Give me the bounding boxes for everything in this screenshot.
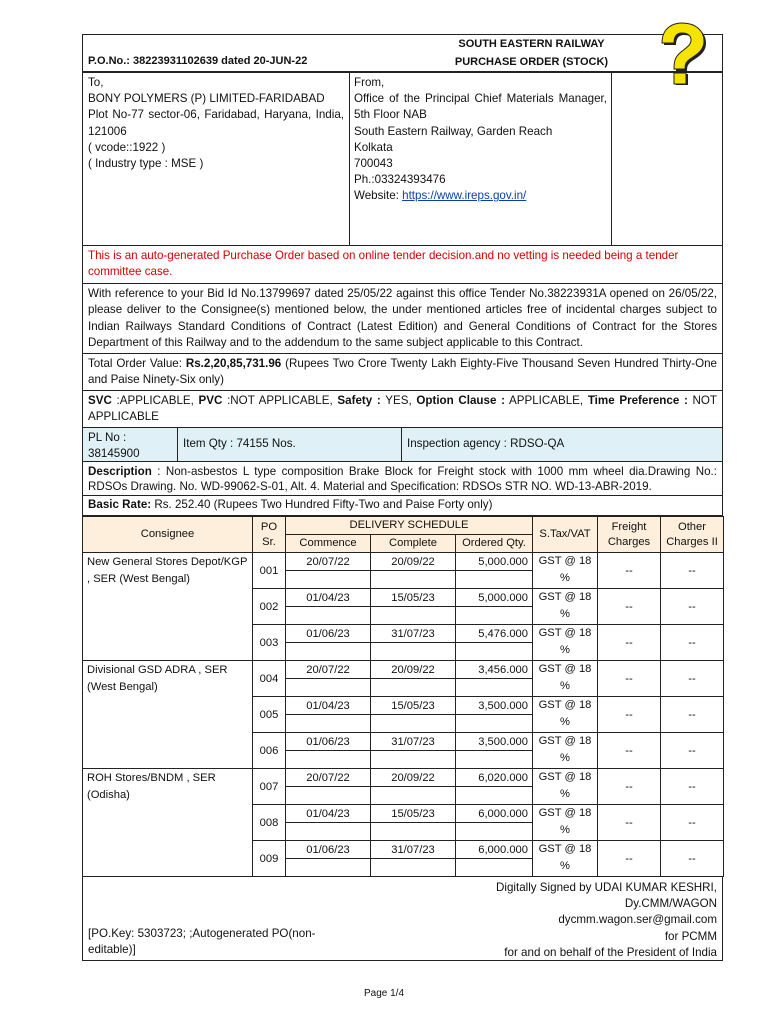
header-ordered-qty: Ordered Qty. xyxy=(456,535,533,553)
table-row xyxy=(83,769,724,787)
delivery-schedule-table xyxy=(82,516,724,877)
header-complete: Complete xyxy=(371,535,456,553)
ordered-qty: 5,000.000 xyxy=(456,553,533,571)
safety-label: Safety : xyxy=(337,394,381,407)
supplier-address: Plot No-77 sector-06, Faridabad, Haryana, India, 121006 xyxy=(88,108,344,138)
ordered-qty: 5,000.000 xyxy=(456,589,533,607)
pl-label: PL No : xyxy=(88,431,127,444)
total-order-value xyxy=(82,354,723,391)
tax-rate: GST @ 18 % xyxy=(533,589,598,625)
tax-rate: GST @ 18 % xyxy=(533,697,598,733)
question-mark-icon xyxy=(650,21,712,89)
freight-charges: -- xyxy=(598,805,661,841)
svc-label: SVC xyxy=(88,394,112,407)
freight-charges: -- xyxy=(598,841,661,877)
po-title-cell xyxy=(341,35,722,71)
commence-date: 01/06/23 xyxy=(286,841,371,859)
ordered-qty: 5,476.000 xyxy=(456,625,533,643)
supplier-industry-type: ( Industry type : MSE ) xyxy=(88,157,204,171)
office-address: South Eastern Railway, Garden Reach xyxy=(354,124,553,138)
total-amount: Rs.2,20,85,731.96 xyxy=(185,357,282,370)
header-consignee: Consignee xyxy=(83,517,253,553)
empty-cell xyxy=(286,823,371,841)
clauses xyxy=(82,391,723,428)
supplier-vcode: ( vcode::1922 ) xyxy=(88,140,166,154)
po-sr: 004 xyxy=(253,661,286,697)
consignee-name: ROH Stores/BNDM , SER (Odisha) xyxy=(83,769,253,877)
basic-rate-label: Basic Rate: xyxy=(88,498,152,511)
time-preference-label: Time Preference : xyxy=(587,394,688,407)
po-sr: 006 xyxy=(253,733,286,769)
empty-cell xyxy=(456,823,533,841)
po-type: PURCHASE ORDER (STOCK) xyxy=(454,56,609,68)
pl-number: 38145900 xyxy=(88,447,140,460)
supplier-name: BONY POLYMERS (P) LIMITED-FARIDABAD xyxy=(88,92,325,106)
empty-cell xyxy=(371,679,456,697)
freight-charges: -- xyxy=(598,769,661,805)
empty-cell xyxy=(456,787,533,805)
other-charges: -- xyxy=(661,553,724,589)
freight-charges: -- xyxy=(598,661,661,697)
commence-date: 01/04/23 xyxy=(286,697,371,715)
complete-date: 31/07/23 xyxy=(371,625,456,643)
item-description xyxy=(82,462,723,496)
other-charges: -- xyxy=(661,841,724,877)
consignee-name: New General Stores Depot/KGP , SER (West Bengal) xyxy=(83,553,253,661)
item-qty: Item Qty : 74155 Nos. xyxy=(178,428,402,461)
commence-date: 20/07/22 xyxy=(286,661,371,679)
complete-date: 15/05/23 xyxy=(371,589,456,607)
other-charges: -- xyxy=(661,697,724,733)
pl-no-cell xyxy=(83,428,178,461)
empty-cell xyxy=(456,859,533,877)
address-spacer xyxy=(612,73,722,245)
commence-date: 01/04/23 xyxy=(286,589,371,607)
po-number: P.O.No.: 38223931102639 dated 20-JUN-22 xyxy=(88,55,308,67)
tax-rate: GST @ 18 % xyxy=(533,733,598,769)
signature-block xyxy=(82,877,723,961)
pl-row xyxy=(82,428,723,462)
header-freight: Freight Charges xyxy=(598,517,661,553)
option-clause-label: Option Clause : xyxy=(416,394,505,407)
po-sr: 002 xyxy=(253,589,286,625)
complete-date: 31/07/23 xyxy=(371,733,456,751)
from-address xyxy=(350,73,612,245)
consignee-name: Divisional GSD ADRA , SER (West Bengal) xyxy=(83,661,253,769)
to-address xyxy=(83,73,350,245)
svc-value: :APPLICABLE, xyxy=(111,394,199,407)
empty-cell xyxy=(456,643,533,661)
empty-cell xyxy=(286,679,371,697)
tax-rate: GST @ 18 % xyxy=(533,553,598,589)
complete-date: 20/09/22 xyxy=(371,553,456,571)
freight-charges: -- xyxy=(598,733,661,769)
ordered-qty: 6,000.000 xyxy=(456,805,533,823)
po-sr: 007 xyxy=(253,769,286,805)
basic-rate xyxy=(82,496,723,516)
header-delivery-schedule: DELIVERY SCHEDULE xyxy=(286,517,533,535)
empty-cell xyxy=(286,571,371,589)
signed-by: Digitally Signed by UDAI KUMAR KESHRI, xyxy=(496,881,717,894)
po-sr: 001 xyxy=(253,553,286,589)
other-charges: -- xyxy=(661,661,724,697)
inspection-agency: Inspection agency : RDSO-QA xyxy=(407,437,565,450)
ordered-qty: 3,500.000 xyxy=(456,733,533,751)
auto-generated-notice: This is an auto-generated Purchase Order based on online tender decision.and no vetting is needed being a tender committee case. xyxy=(82,246,723,284)
office-pin: 700043 xyxy=(354,157,393,171)
po-sr: 003 xyxy=(253,625,286,661)
empty-cell xyxy=(456,571,533,589)
complete-date: 20/09/22 xyxy=(371,769,456,787)
freight-charges: -- xyxy=(598,589,661,625)
empty-cell xyxy=(456,679,533,697)
other-charges: -- xyxy=(661,805,724,841)
table-row xyxy=(83,553,724,571)
pvc-label: PVC xyxy=(198,394,223,407)
commence-date: 01/06/23 xyxy=(286,625,371,643)
from-heading: From, xyxy=(354,76,385,89)
commence-date: 20/07/22 xyxy=(286,769,371,787)
empty-cell xyxy=(371,859,456,877)
empty-cell xyxy=(371,715,456,733)
complete-date: 31/07/23 xyxy=(371,841,456,859)
other-charges: -- xyxy=(661,589,724,625)
tax-rate: GST @ 18 % xyxy=(533,661,598,697)
office-phone: Ph.:03324393476 xyxy=(354,173,446,187)
complete-date: 15/05/23 xyxy=(371,805,456,823)
basic-rate-text: Rs. 252.40 (Rupees Two Hundred Fifty-Two and Paise Forty only) xyxy=(151,498,493,511)
other-charges: -- xyxy=(661,733,724,769)
empty-cell xyxy=(456,751,533,769)
signatory-email: dycmm.wagon.ser@gmail.com xyxy=(558,913,717,927)
complete-date: 15/05/23 xyxy=(371,697,456,715)
signatory-designation: Dy.CMM/WAGON xyxy=(624,897,717,911)
po-number-cell xyxy=(83,35,341,71)
empty-cell xyxy=(456,607,533,625)
header-commence: Commence xyxy=(286,535,371,553)
option-clause-value: APPLICABLE, xyxy=(504,394,588,407)
ordered-qty: 3,456.000 xyxy=(456,661,533,679)
railway-name: SOUTH EASTERN RAILWAY xyxy=(458,38,605,50)
address-block xyxy=(82,72,723,246)
po-key: [PO.Key: 5303723; ;Autogenerated PO(non-editable)] xyxy=(88,927,316,956)
other-charges: -- xyxy=(661,625,724,661)
tax-rate: GST @ 18 % xyxy=(533,625,598,661)
tax-rate: GST @ 18 % xyxy=(533,841,598,877)
ordered-qty: 3,500.000 xyxy=(456,697,533,715)
signatory-for: for PCMM xyxy=(664,929,717,943)
office-website xyxy=(354,188,607,204)
table-row xyxy=(83,661,724,679)
po-sr: 008 xyxy=(253,805,286,841)
office-city: Kolkata xyxy=(354,140,393,154)
office-name: Office of the Principal Chief Materials Manager, 5th Floor NAB xyxy=(354,92,607,122)
ordered-qty: 6,000.000 xyxy=(456,841,533,859)
empty-cell xyxy=(286,643,371,661)
empty-cell xyxy=(371,571,456,589)
empty-cell xyxy=(371,607,456,625)
complete-date: 20/09/22 xyxy=(371,661,456,679)
commence-date: 01/04/23 xyxy=(286,805,371,823)
ordered-qty: 6,020.000 xyxy=(456,769,533,787)
po-header xyxy=(82,34,723,72)
safety-value: YES, xyxy=(380,394,417,407)
tax-rate: GST @ 18 % xyxy=(533,805,598,841)
empty-cell xyxy=(456,715,533,733)
empty-cell xyxy=(286,715,371,733)
commence-date: 20/07/22 xyxy=(286,553,371,571)
tax-rate: GST @ 18 % xyxy=(533,769,598,805)
website-label: Website: xyxy=(354,189,403,203)
reference-paragraph: With reference to your Bid Id No.13799697 dated 25/05/22 against this office Tender No.38223931A opened on 26/05/22, please deliver to the Consignee(s) mentioned below, the under mentioned articles free of incidental charges subject to Indian Railways Standard Conditions of Contract (Latest Edition) and General Conditions of Contract for the Stores Department of this Railway and to the addendum to the same subject applicable to this Contract. xyxy=(82,284,723,354)
empty-cell xyxy=(286,859,371,877)
po-sr: 009 xyxy=(253,841,286,877)
signatory xyxy=(353,877,722,960)
empty-cell xyxy=(371,643,456,661)
to-heading: To, xyxy=(88,76,104,89)
freight-charges: -- xyxy=(598,553,661,589)
empty-cell xyxy=(371,787,456,805)
time-preference-value: NOT APPLICABLE xyxy=(88,394,718,424)
header-tax: S.Tax/VAT xyxy=(533,517,598,553)
header-other-charges: Other Charges II xyxy=(661,517,724,553)
schedule-body xyxy=(83,553,724,877)
pvc-value: :NOT APPLICABLE, xyxy=(222,394,338,407)
signatory-behalf: for and on behalf of the President of India xyxy=(504,945,717,959)
empty-cell xyxy=(286,607,371,625)
empty-cell xyxy=(286,787,371,805)
empty-cell xyxy=(371,751,456,769)
purchase-order-document xyxy=(82,34,723,961)
freight-charges: -- xyxy=(598,625,661,661)
website-link[interactable]: https://www.ireps.gov.in/ xyxy=(402,189,527,203)
other-charges: -- xyxy=(661,769,724,805)
commence-date: 01/06/23 xyxy=(286,733,371,751)
freight-charges: -- xyxy=(598,697,661,733)
total-label: Total Order Value: xyxy=(88,357,186,370)
description-label: Description xyxy=(88,465,152,478)
header-po-sr: PO Sr. xyxy=(253,517,286,553)
empty-cell xyxy=(286,751,371,769)
po-sr: 005 xyxy=(253,697,286,733)
description-text: : Non-asbestos L type composition Brake Block for Freight stock with 1000 mm wheel dia.Drawing No.: RDSOs Drawing. No. WD-99062-S-01, Alt. 4. Material and Specification: RDSOs STR NO. WD-13-ABR-2019. xyxy=(88,465,717,494)
page-number: Page 1/4 xyxy=(363,988,405,999)
total-words: (Rupees Two Crore Twenty Lakh Eighty-Five Thousand Seven Hundred Thirty-One and Paise Ninety-Six only) xyxy=(88,357,717,387)
empty-cell xyxy=(371,823,456,841)
